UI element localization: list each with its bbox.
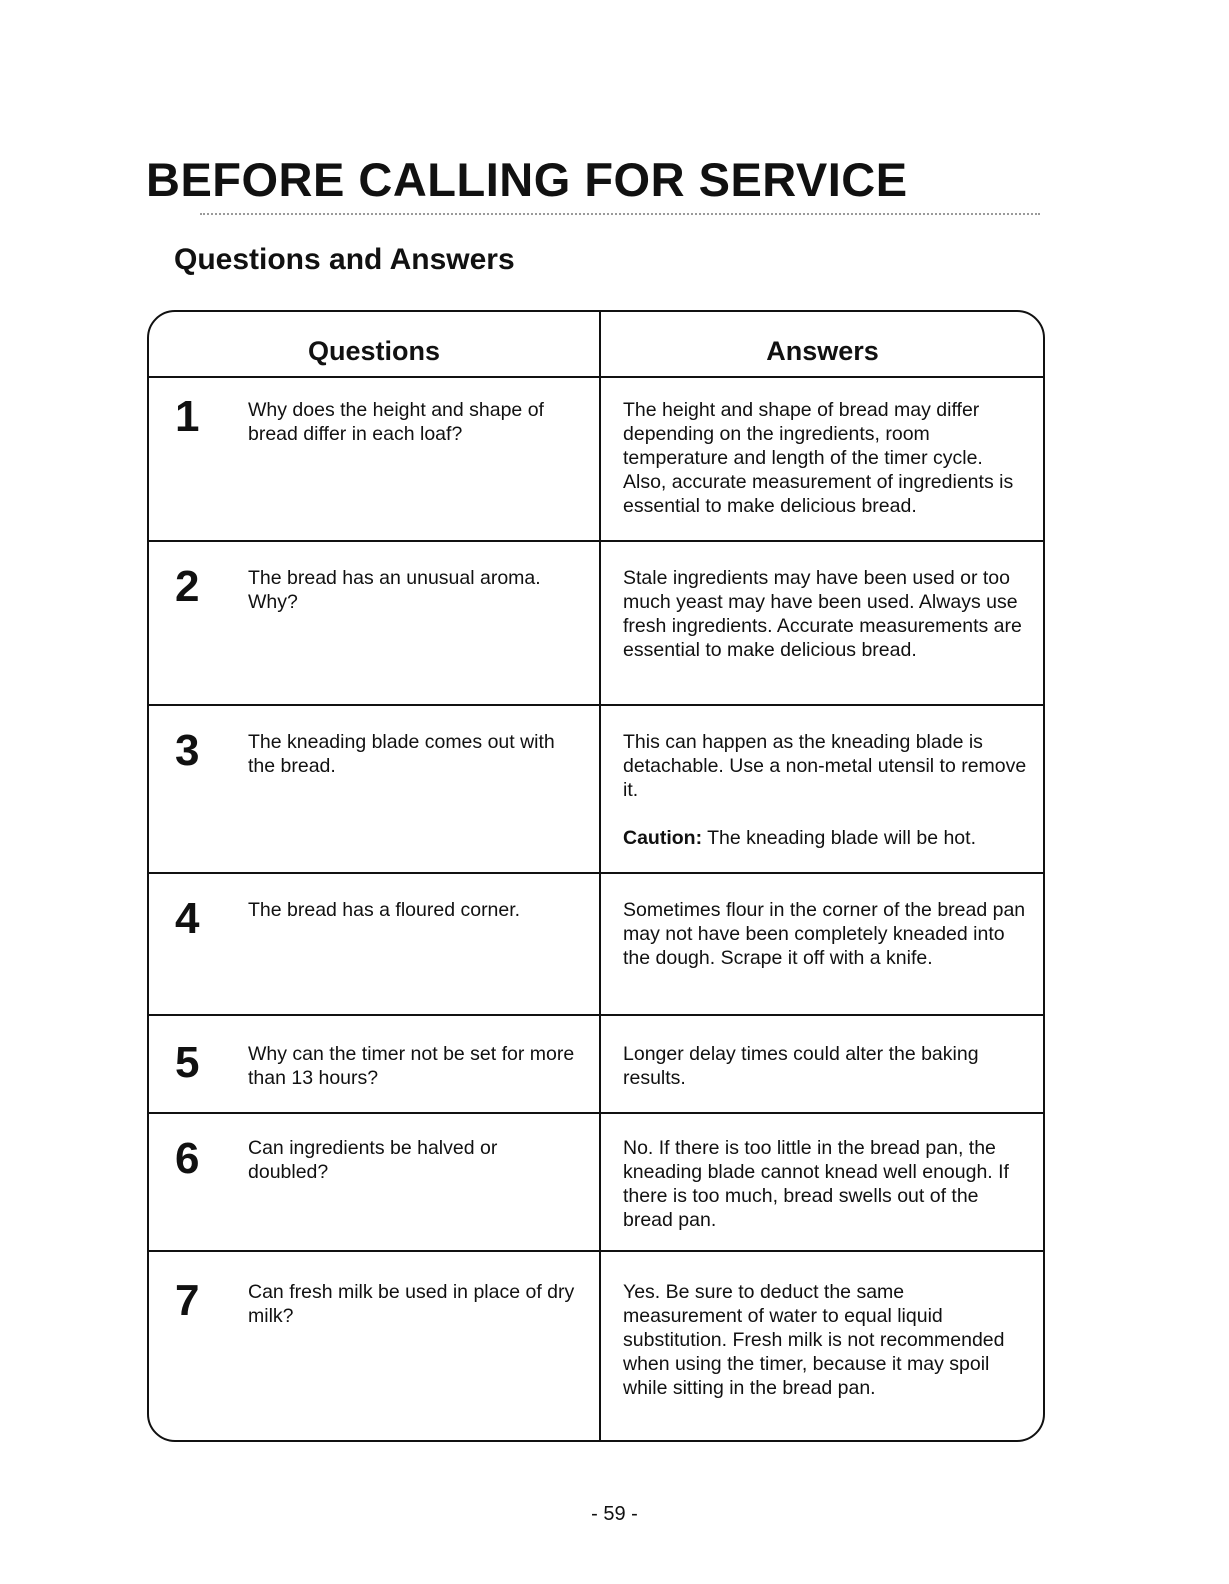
row-number: 7	[175, 1276, 200, 1325]
section-subtitle: Questions and Answers	[174, 243, 515, 276]
table-row	[149, 706, 1043, 874]
table-row	[149, 1114, 1043, 1252]
row-number: 2	[175, 562, 200, 611]
answers-header: Answers	[766, 336, 879, 366]
answer-text: The height and shape of bread may differ depending on the ingredients, room temperature and length of the timer cycle. Also, accurate measurement of ingredients is essential to make delicious bread.	[623, 399, 1014, 517]
answer-text: Yes. Be sure to deduct the same measurement of water to equal liquid substitution. Fresh milk is not recommended when using the timer, because it may spoil while sitting in the bread pan.	[623, 1281, 1005, 1399]
answer-text: No. If there is too little in the bread pan, the kneading blade cannot knead well enough. If there is too much, bread swells out of the bread pan.	[623, 1137, 1009, 1231]
caution-label: Caution:	[623, 827, 703, 849]
row-number: 1	[175, 392, 200, 441]
row-number: 6	[175, 1134, 200, 1183]
answer-text: Sometimes flour in the corner of the bread pan may not have been completely kneaded into the dough. Scrape it off with a knife.	[623, 899, 1026, 969]
answer-text: Stale ingredients may have been used or too much yeast may have been used. Always use fresh ingredients. Accurate measurements are essential to make delicious bread.	[623, 567, 1022, 661]
answer-text: Longer delay times could alter the baking results.	[623, 1043, 979, 1089]
question-text: The bread has an unusual aroma. Why?	[248, 567, 541, 613]
page-title: BEFORE CALLING FOR SERVICE	[146, 153, 908, 206]
question-text: Why can the timer not be set for more than 13 hours?	[248, 1043, 575, 1089]
table-row	[149, 378, 1043, 542]
qa-table	[147, 310, 1045, 1442]
table-row	[149, 542, 1043, 706]
question-text: The kneading blade comes out with the bread.	[248, 731, 555, 777]
question-text: Can fresh milk be used in place of dry milk?	[248, 1281, 575, 1327]
question-text: Can ingredients be halved or doubled?	[248, 1137, 498, 1183]
questions-header: Questions	[307, 336, 441, 366]
row-number: 5	[175, 1038, 200, 1087]
answer-text: This can happen as the kneading blade is detachable. Use a non-metal utensil to remove it.	[623, 731, 1027, 801]
row-number: 3	[175, 726, 200, 775]
row-number: 4	[175, 894, 200, 943]
page-number: - 59 -	[591, 1503, 638, 1525]
caution-text: The kneading blade will be hot.	[702, 827, 976, 849]
table-row	[149, 874, 1043, 1016]
question-text: Why does the height and shape of bread differ in each loaf?	[248, 399, 544, 445]
table-header	[149, 312, 1043, 378]
title-divider	[200, 213, 1040, 215]
question-text: The bread has a floured corner.	[248, 899, 521, 921]
table-row	[149, 1252, 1043, 1442]
table-row	[149, 1016, 1043, 1114]
caution-note	[623, 826, 1028, 850]
answer-block	[623, 730, 1028, 850]
